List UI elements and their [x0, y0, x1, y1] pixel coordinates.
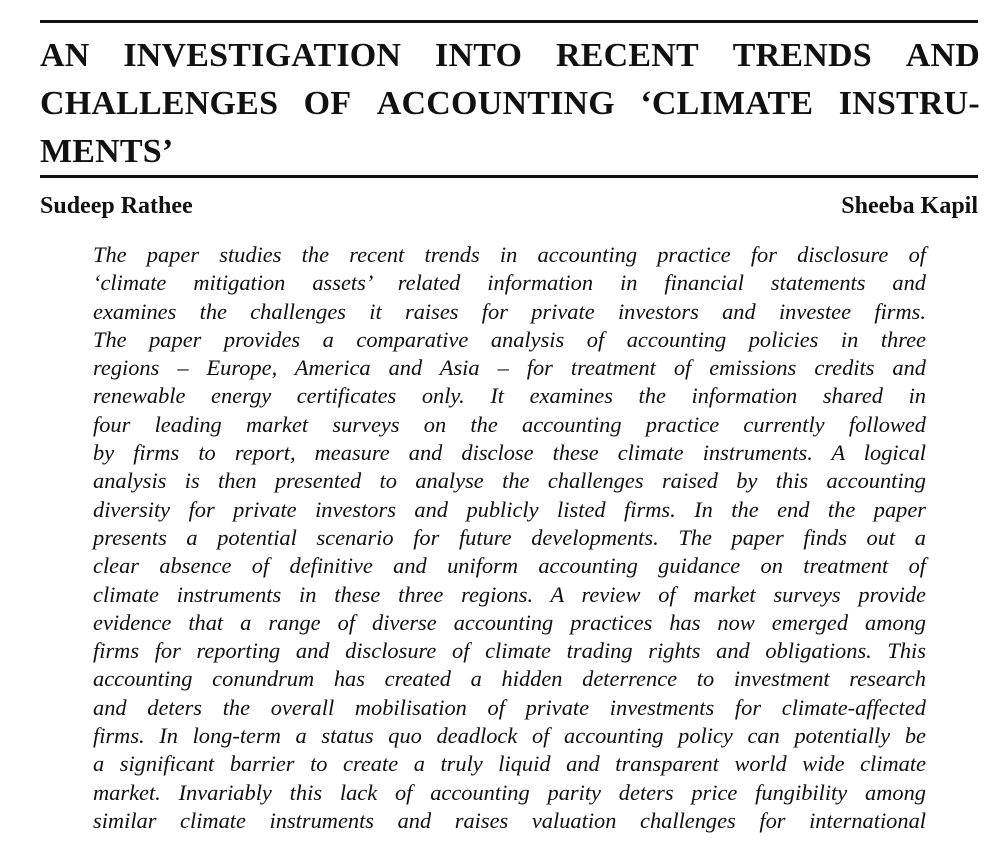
title-word: OF: [303, 85, 352, 122]
title-word: INTO: [435, 37, 523, 74]
top-rule: [40, 20, 978, 23]
title-word: TRENDS: [732, 37, 872, 74]
abstract-line: climate instruments in these three regions. A review of market surveys provide: [93, 581, 926, 607]
abstract: [93, 241, 926, 835]
paper-title: [40, 32, 980, 176]
abstract-line: analysis is then presented to analyse the challenges raised by this accounting: [93, 468, 926, 494]
abstract-line: firms for reporting and disclosure of climate trading rights and obligations. This: [93, 638, 926, 664]
abstract-line: regions – Europe, America and Asia – for treatment of emissions credits and: [93, 355, 926, 381]
title-word: INSTRU-: [838, 85, 980, 122]
title-word: INVESTIGATION: [123, 37, 402, 74]
abstract-line: by firms to report, measure and disclose these climate instruments. A logical: [93, 440, 926, 466]
author-name: Sheeba Kapil: [841, 193, 978, 219]
title-line: MENTS’: [40, 133, 174, 170]
abstract-line: similar climate instruments and raises valuation challenges for international: [93, 807, 926, 833]
title-word: AN: [40, 37, 90, 74]
bottom-rule: [40, 175, 978, 178]
abstract-line: The paper studies the recent trends in accounting practice for disclosure of: [93, 242, 926, 267]
title-word: ‘CLIMATE: [640, 85, 814, 122]
abstract-line: firms. In long-term a status quo deadlock of accounting policy can potentially be: [93, 723, 926, 749]
abstract-line: renewable energy certificates only. It examines the information shared in: [93, 383, 926, 409]
abstract-line: four leading market surveys on the accounting practice currently followed: [93, 411, 926, 437]
abstract-line: a significant barrier to create a truly liquid and transparent world wide climate: [93, 751, 926, 777]
title-word: RECENT: [555, 37, 699, 74]
author-name: Sudeep Rathee: [40, 193, 193, 219]
abstract-line: market. Invariably this lack of accounting parity deters price fungibility among: [93, 779, 926, 805]
abstract-line: ‘climate mitigation assets’ related information in financial statements and: [93, 270, 926, 296]
abstract-line: evidence that a range of diverse accounting practices has now emerged among: [93, 609, 926, 635]
abstract-line: examines the challenges it raises for private investors and investee firms.: [93, 298, 926, 324]
title-word: CHALLENGES: [40, 85, 279, 122]
abstract-line: diversity for private investors and publicly listed firms. In the end the paper: [93, 496, 926, 522]
abstract-line: accounting conundrum has created a hidden deterrence to investment research: [93, 666, 926, 692]
title-word: AND: [905, 37, 980, 74]
author-list: [40, 190, 978, 222]
title-line: [40, 80, 980, 128]
title-line: [40, 32, 980, 80]
abstract-line: and deters the overall mobilisation of private investments for climate-affected: [93, 694, 926, 720]
abstract-line: The paper provides a comparative analysis of accounting policies in three: [93, 326, 926, 352]
abstract-line: presents a potential scenario for future developments. The paper finds out a: [93, 524, 926, 550]
title-word: ACCOUNTING: [376, 85, 615, 122]
abstract-line: clear absence of definitive and uniform accounting guidance on treatment of: [93, 553, 926, 579]
